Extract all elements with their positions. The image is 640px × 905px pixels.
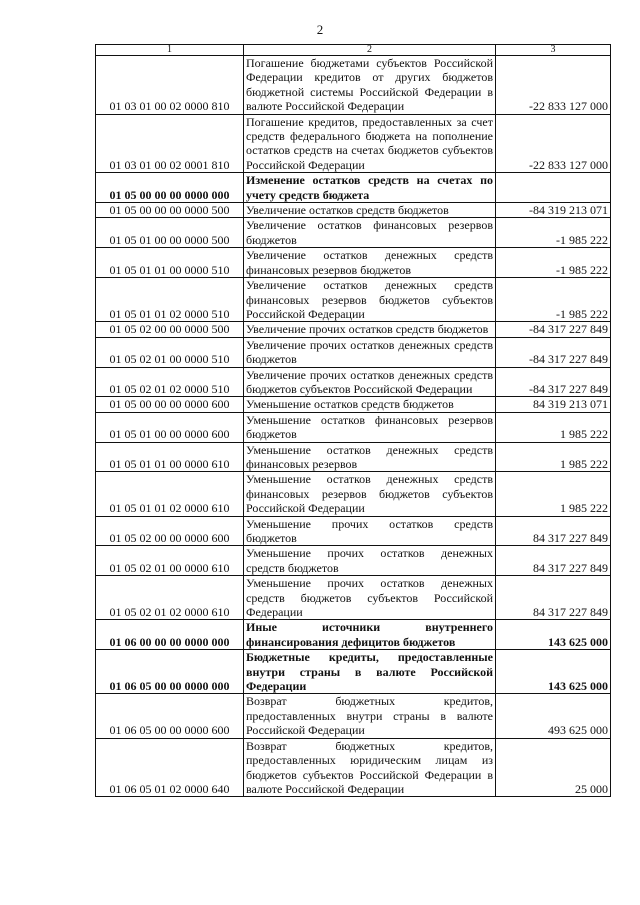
table-row bbox=[96, 337, 611, 367]
row-description-cell: Уменьшение остатков финансовых резервов бюджетов bbox=[244, 412, 496, 442]
table-row bbox=[96, 248, 611, 278]
table-row bbox=[96, 516, 611, 546]
row-amount-cell: -22 833 127 000 bbox=[496, 56, 611, 115]
row-amount-cell: -22 833 127 000 bbox=[496, 114, 611, 173]
row-code-cell: 01 05 01 01 00 0000 610 bbox=[96, 442, 244, 472]
row-code-cell: 01 03 01 00 02 0001 810 bbox=[96, 114, 244, 173]
row-code-cell: 01 05 01 00 00 0000 600 bbox=[96, 412, 244, 442]
table-row bbox=[96, 397, 611, 412]
row-amount-cell: 84 317 227 849 bbox=[496, 516, 611, 546]
row-description-cell: Уменьшение прочих остатков средств бюджетов bbox=[244, 516, 496, 546]
row-code-cell: 01 05 02 01 00 0000 510 bbox=[96, 337, 244, 367]
row-amount-cell: 1 985 222 bbox=[496, 412, 611, 442]
row-code-cell: 01 05 00 00 00 0000 500 bbox=[96, 203, 244, 218]
row-description-cell: Увеличение прочих остатков денежных средств бюджетов субъектов Российской Федерации bbox=[244, 367, 496, 397]
row-code-cell: 01 06 05 01 02 0000 640 bbox=[96, 738, 244, 797]
table-row bbox=[96, 218, 611, 248]
row-description-cell: Возврат бюджетных кредитов, предоставленных юридическим лицам из бюджетов субъектов Российской Федерации в валюте Российской Федерации bbox=[244, 738, 496, 797]
row-amount-cell: 143 625 000 bbox=[496, 650, 611, 694]
table-row bbox=[96, 576, 611, 620]
row-code-cell: 01 06 05 00 00 0000 600 bbox=[96, 694, 244, 738]
table-row bbox=[96, 114, 611, 173]
row-code-cell: 01 05 00 00 00 0000 000 bbox=[96, 173, 244, 203]
row-amount-cell: 84 317 227 849 bbox=[496, 546, 611, 576]
row-amount-cell: 143 625 000 bbox=[496, 620, 611, 650]
row-description-cell: Увеличение остатков денежных средств финансовых резервов бюджетов bbox=[244, 248, 496, 278]
row-amount-cell bbox=[496, 173, 611, 203]
row-description-cell: Увеличение прочих остатков средств бюджетов bbox=[244, 322, 496, 337]
row-amount-cell: 1 985 222 bbox=[496, 442, 611, 472]
row-description-cell: Изменение остатков средств на счетах по учету средств бюджета bbox=[244, 173, 496, 203]
column-header-description: 2 bbox=[244, 45, 496, 56]
table-row bbox=[96, 442, 611, 472]
table-row bbox=[96, 278, 611, 322]
row-code-cell: 01 05 01 01 00 0000 510 bbox=[96, 248, 244, 278]
row-code-cell: 01 05 01 01 02 0000 510 bbox=[96, 278, 244, 322]
row-description-cell: Иные источники внутреннего финансирования дефицитов бюджетов bbox=[244, 620, 496, 650]
row-code-cell: 01 05 00 00 00 0000 600 bbox=[96, 397, 244, 412]
row-code-cell: 01 03 01 00 02 0000 810 bbox=[96, 56, 244, 115]
row-description-cell: Погашение бюджетами субъектов Российской Федерации кредитов от других бюджетов бюджетной системы Российской Федерации в валюте Российской Федерации bbox=[244, 56, 496, 115]
row-description-cell: Уменьшение остатков денежных средств финансовых резервов bbox=[244, 442, 496, 472]
table-row bbox=[96, 472, 611, 516]
row-amount-cell: -1 985 222 bbox=[496, 278, 611, 322]
row-code-cell: 01 05 02 01 02 0000 610 bbox=[96, 576, 244, 620]
row-code-cell: 01 06 05 00 00 0000 000 bbox=[96, 650, 244, 694]
table-row bbox=[96, 650, 611, 694]
row-description-cell: Увеличение остатков денежных средств финансовых резервов бюджетов субъектов Российской Федерации bbox=[244, 278, 496, 322]
table-row bbox=[96, 546, 611, 576]
row-code-cell: 01 05 01 00 00 0000 500 bbox=[96, 218, 244, 248]
row-amount-cell: 84 317 227 849 bbox=[496, 576, 611, 620]
table-row bbox=[96, 620, 611, 650]
table-row bbox=[96, 367, 611, 397]
row-amount-cell: -84 317 227 849 bbox=[496, 322, 611, 337]
column-header-amount: 3 bbox=[496, 45, 611, 56]
row-description-cell: Уменьшение прочих остатков денежных средств бюджетов bbox=[244, 546, 496, 576]
row-description-cell: Уменьшение остатков средств бюджетов bbox=[244, 397, 496, 412]
table-row bbox=[96, 694, 611, 738]
table-header-row bbox=[96, 45, 611, 56]
row-amount-cell: -84 317 227 849 bbox=[496, 337, 611, 367]
row-description-cell: Уменьшение прочих остатков денежных средств бюджетов субъектов Российской Федерации bbox=[244, 576, 496, 620]
table-row bbox=[96, 412, 611, 442]
page-number: 2 bbox=[316, 22, 324, 37]
table-row bbox=[96, 738, 611, 797]
row-description-cell: Уменьшение остатков денежных средств финансовых резервов бюджетов субъектов Российской Федерации bbox=[244, 472, 496, 516]
row-amount-cell: -84 319 213 071 bbox=[496, 203, 611, 218]
row-amount-cell: 25 000 bbox=[496, 738, 611, 797]
row-code-cell: 01 06 00 00 00 0000 000 bbox=[96, 620, 244, 650]
table-row bbox=[96, 322, 611, 337]
budget-sources-table bbox=[95, 44, 611, 797]
column-header-code: 1 bbox=[96, 45, 244, 56]
row-description-cell: Погашение кредитов, предоставленных за счет средств федерального бюджета на пополнение остатков средств на счетах бюджетов субъектов Российской Федерации bbox=[244, 114, 496, 173]
row-amount-cell: -84 317 227 849 bbox=[496, 367, 611, 397]
row-code-cell: 01 05 01 01 02 0000 610 bbox=[96, 472, 244, 516]
row-code-cell: 01 05 02 01 00 0000 610 bbox=[96, 546, 244, 576]
row-description-cell: Увеличение остатков финансовых резервов бюджетов bbox=[244, 218, 496, 248]
row-description-cell: Бюджетные кредиты, предоставленные внутри страны в валюте Российской Федерации bbox=[244, 650, 496, 694]
row-code-cell: 01 05 02 00 00 0000 500 bbox=[96, 322, 244, 337]
row-amount-cell: -1 985 222 bbox=[496, 218, 611, 248]
row-amount-cell: 84 319 213 071 bbox=[496, 397, 611, 412]
table-row bbox=[96, 203, 611, 218]
row-code-cell: 01 05 02 00 00 0000 600 bbox=[96, 516, 244, 546]
row-amount-cell: 1 985 222 bbox=[496, 472, 611, 516]
row-description-cell: Увеличение остатков средств бюджетов bbox=[244, 203, 496, 218]
table-row bbox=[96, 56, 611, 115]
row-description-cell: Увеличение прочих остатков денежных средств бюджетов bbox=[244, 337, 496, 367]
row-amount-cell: 493 625 000 bbox=[496, 694, 611, 738]
row-amount-cell: -1 985 222 bbox=[496, 248, 611, 278]
row-code-cell: 01 05 02 01 02 0000 510 bbox=[96, 367, 244, 397]
row-description-cell: Возврат бюджетных кредитов, предоставленных внутри страны в валюте Российской Федерации bbox=[244, 694, 496, 738]
table-row bbox=[96, 173, 611, 203]
